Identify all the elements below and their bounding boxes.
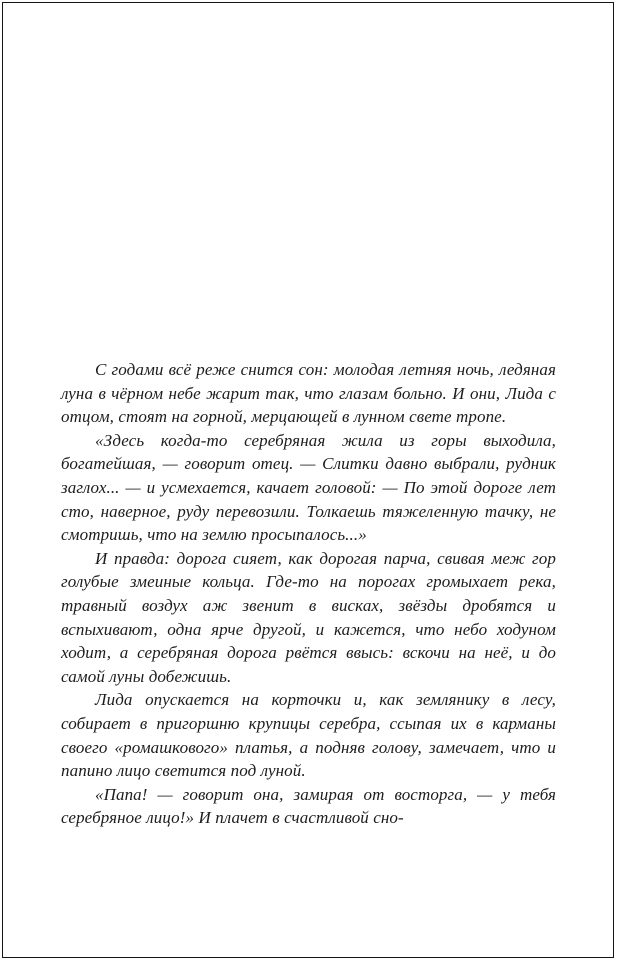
paragraph: «Здесь когда-то серебряная жила из горы выходила, богатейшая, — говорит отец. — Слитки давно выбрали, рудник заглох... — и усмехается, качает головой: — По этой дороге лет сто, наверное, руду перевозили. Толкаешь тяжеленную тачку, не смотришь, что на землю просыпалось...» (61, 430, 556, 545)
paragraph: Лида опускается на корточки и, как землянику в лесу, собирает в пригоршню крупицы серебра, ссыпая их в карманы своего «ромашкового» платья, а подняв голову, замечает, что и папино лицо светится под луной. (61, 690, 556, 781)
paragraph: «Папа! — говорит она, замирая от восторга, — у тебя серебряное лицо!» И плачет в счастливой сно- (61, 784, 556, 828)
page-text (61, 358, 556, 830)
paragraph: С годами всё реже снится сон: молодая летняя ночь, ледяная луна в чёрном небе жарит так, что глазам больно. И они, Лида с отцом, стоят на горной, мерцающей в лунном свете тропе. (61, 360, 556, 427)
paragraph: И правда: дорога сияет, как дорогая парча, свивая меж гор голубые змеиные кольца. Где-то на порогах громыхает река, травный воздух аж звенит в висках, звёзды дробятся и вспыхивают, одна ярче другой, и кажется, что небо ходуном ходит, а серебряная дорога рвётся ввысь: вскочи на неё, и до самой луны добежишь. (61, 548, 556, 686)
book-page (2, 2, 614, 958)
